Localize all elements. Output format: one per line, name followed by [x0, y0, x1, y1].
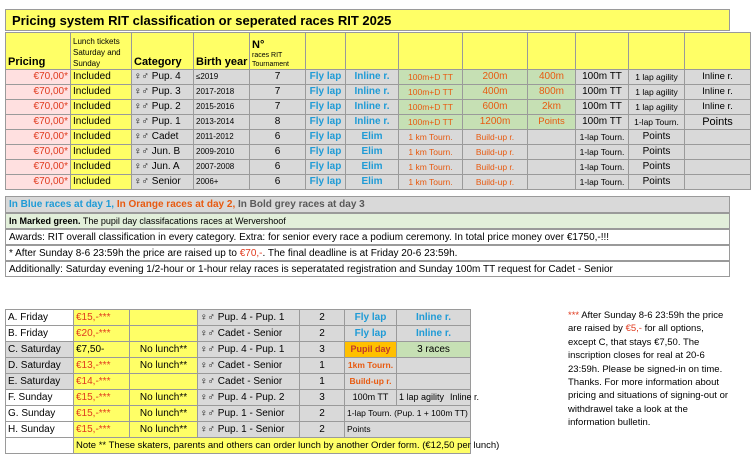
- category-cell: ♀♂ Senior: [132, 175, 194, 190]
- day3-race-cell: Points: [629, 145, 685, 160]
- pricing-header: Pricing: [6, 33, 71, 70]
- day2-race-cell: [528, 130, 576, 145]
- race-count-cell: 7: [250, 70, 306, 85]
- category-cell: ♀♂ Pup. 1: [132, 115, 194, 130]
- separate-race-row: [6, 310, 471, 326]
- green-note-bold: In Marked green.: [9, 216, 81, 226]
- deadline-note: [5, 245, 730, 261]
- side-note-text-2: for all options, except C, that stays €7,50. The inscription closes for real at 20-6 23:59h. Please be signed-in on time. Thanks. For more information about pricing and situations of signing-out or withdrawel take a look at the information bulletin.: [568, 323, 729, 429]
- option-category-cell: ♀♂ Pup. 4 - Pup. 2: [198, 390, 300, 406]
- race-count-cell: 6: [250, 160, 306, 175]
- day1-race-cell: Elim: [346, 160, 399, 175]
- birth-year-cell: 2009-2010: [194, 145, 250, 160]
- birth-year-cell: 2015-2016: [194, 100, 250, 115]
- day1-race-cell: Elim: [346, 175, 399, 190]
- day3-race-cell: [685, 160, 751, 175]
- option-lunch-cell: [130, 326, 198, 342]
- option-race-cell: 1-lap Tourn. (Pup. 1 + 100m TT): [345, 406, 471, 422]
- race-count-cell: 6: [250, 145, 306, 160]
- race-count-cell: 7: [250, 100, 306, 115]
- option-lunch-cell: No lunch**: [130, 390, 198, 406]
- option-race-cell: Inline r.: [397, 310, 471, 326]
- day3-race-cell: Inline r.: [685, 70, 751, 85]
- birth-year-cell: 2006+: [194, 175, 250, 190]
- pricing-row: [6, 70, 751, 85]
- lunch-header: Lunch tickets Saturday and Sunday: [71, 33, 132, 70]
- pricing-table: [5, 32, 751, 190]
- option-race-cell: Pupil day: [345, 342, 397, 358]
- birth-year-cell: ≤2019: [194, 70, 250, 85]
- day3-race-cell: Points: [629, 160, 685, 175]
- separate-races-table: [5, 309, 500, 454]
- pricing-row: [6, 100, 751, 115]
- day2-race-cell: 1 km Tourn.: [399, 145, 463, 160]
- day3-race-cell: 1 lap agility: [629, 85, 685, 100]
- day2-race-cell: [528, 160, 576, 175]
- option-price-cell: €15,-***: [74, 390, 130, 406]
- separate-race-row: [6, 390, 471, 406]
- race-count-cell: 7: [250, 85, 306, 100]
- day3-race-cell: [685, 130, 751, 145]
- day1-race-cell: Inline r.: [346, 85, 399, 100]
- legend-grey: In Bold grey races at day 3: [238, 199, 365, 210]
- day3-race-cell: 1-lap Tourn.: [629, 115, 685, 130]
- day1-race-cell: Inline r.: [346, 100, 399, 115]
- deadline-text-end: . The final deadline is at Friday 20-6 23:59h.: [262, 248, 458, 259]
- pricing-row: [6, 160, 751, 175]
- category-cell: ♀♂ Pup. 3: [132, 85, 194, 100]
- day3-race-cell: 1-lap Tourn.: [576, 175, 629, 190]
- day1-race-cell: Fly lap: [306, 100, 346, 115]
- day2-race-cell: [528, 145, 576, 160]
- lunch-cell: Included: [71, 100, 132, 115]
- day1-race-cell: Fly lap: [306, 130, 346, 145]
- day2-race-cell: Build-up r.: [463, 160, 528, 175]
- pricing-row: [6, 175, 751, 190]
- pricing-row: [6, 115, 751, 130]
- lunch-note: Note ** These skaters, parents and others can order lunch by another Order form. (€12,50 per lunch): [74, 438, 471, 454]
- option-cell: H. Sunday: [6, 422, 74, 438]
- category-cell: ♀♂ Jun. A: [132, 160, 194, 175]
- day3-race-cell: 1-lap Tourn.: [576, 160, 629, 175]
- option-cell: E. Saturday: [6, 374, 74, 390]
- side-note-text: After Sunday 8-6 23:59h the price are raised by: [568, 310, 724, 335]
- day2-race-cell: 400m: [528, 70, 576, 85]
- day1-race-cell: Inline r.: [346, 115, 399, 130]
- additional-note: Additionally: Saturday evening 1/2-hour or 1-hour relay races is seperatated registration and Sunday 100m TT request for Cadet - Senior: [5, 261, 730, 277]
- page-title: Pricing system RIT classification or seperated races RIT 2025: [5, 9, 730, 31]
- option-race-cell: Points: [345, 422, 471, 438]
- option-race-cell: 1km Tourn.: [345, 358, 397, 374]
- option-price-cell: €13,-***: [74, 358, 130, 374]
- day2-race-cell: 1 km Tourn.: [399, 130, 463, 145]
- price-cell: €70,00*: [6, 85, 71, 100]
- birth-year-cell: 2017-2018: [194, 85, 250, 100]
- option-lunch-cell: [130, 310, 198, 326]
- separate-race-row: [6, 422, 471, 438]
- option-race-cell: Build-up r.: [345, 374, 397, 390]
- day3-race-cell: 1 lap agility: [629, 70, 685, 85]
- green-note: [5, 213, 730, 229]
- price-cell: €70,00*: [6, 160, 71, 175]
- header-blank: [399, 33, 463, 70]
- option-price-cell: €15,-***: [74, 406, 130, 422]
- day2-race-cell: 100m+D TT: [399, 85, 463, 100]
- category-cell: ♀♂ Cadet: [132, 130, 194, 145]
- option-race-cell: Fly lap: [345, 310, 397, 326]
- race-inline: Inline r.: [450, 392, 480, 402]
- option-category-cell: ♀♂ Cadet - Senior: [198, 358, 300, 374]
- option-price-cell: €15,-***: [74, 310, 130, 326]
- option-count-cell: 2: [300, 422, 345, 438]
- pricing-row: [6, 85, 751, 100]
- price-cell: €70,00*: [6, 100, 71, 115]
- option-category-cell: ♀♂ Pup. 1 - Senior: [198, 406, 300, 422]
- day3-race-cell: 100m TT: [576, 70, 629, 85]
- day2-race-cell: 1 km Tourn.: [399, 175, 463, 190]
- lunch-cell: Included: [71, 130, 132, 145]
- header-blank: [528, 33, 576, 70]
- day2-race-cell: 600m: [463, 100, 528, 115]
- header-row: [6, 33, 751, 70]
- side-note: [568, 309, 734, 430]
- category-cell: ♀♂ Pup. 4: [132, 70, 194, 85]
- option-price-cell: €14,-***: [74, 374, 130, 390]
- header-blank: [576, 33, 629, 70]
- option-category-cell: ♀♂ Pup. 1 - Senior: [198, 422, 300, 438]
- note-blank: [6, 438, 74, 454]
- day2-race-cell: 1 km Tourn.: [399, 160, 463, 175]
- day1-race-cell: Fly lap: [306, 85, 346, 100]
- day3-race-cell: Inline r.: [685, 100, 751, 115]
- header-blank: [463, 33, 528, 70]
- option-count-cell: 3: [300, 342, 345, 358]
- option-count-cell: 1: [300, 374, 345, 390]
- day2-race-cell: 1200m: [463, 115, 528, 130]
- price-cell: €70,00*: [6, 115, 71, 130]
- day3-race-cell: 1 lap agility: [629, 100, 685, 115]
- day1-race-cell: Fly lap: [306, 145, 346, 160]
- day2-race-cell: Build-up r.: [463, 175, 528, 190]
- option-cell: C. Saturday: [6, 342, 74, 358]
- option-cell: F. Sunday: [6, 390, 74, 406]
- option-race-cell: Inline r.: [397, 326, 471, 342]
- lunch-cell: Included: [71, 85, 132, 100]
- green-note-text: The pupil day classifacations races at Wervershoof: [82, 216, 286, 226]
- header-blank: [629, 33, 685, 70]
- lunch-cell: Included: [71, 160, 132, 175]
- pricing-rows: [6, 70, 751, 190]
- day3-race-cell: Inline r.: [685, 85, 751, 100]
- day3-race-cell: 100m TT: [576, 85, 629, 100]
- races-count-header: N° races RIT Tournament: [250, 33, 306, 70]
- category-cell: ♀♂ Jun. B: [132, 145, 194, 160]
- day-legend: [5, 196, 730, 213]
- day3-race-cell: Points: [629, 175, 685, 190]
- separate-race-row: [6, 358, 471, 374]
- option-price-cell: €15,-***: [74, 422, 130, 438]
- lunch-note-row: [6, 438, 471, 454]
- option-price-cell: €7,50-: [74, 342, 130, 358]
- option-lunch-cell: No lunch**: [130, 406, 198, 422]
- deadline-price: €70,-: [239, 248, 263, 259]
- option-race-cell: [397, 358, 471, 374]
- option-category-cell: ♀♂ Pup. 4 - Pup. 1: [198, 310, 300, 326]
- day3-race-cell: 1-lap Tourn.: [576, 145, 629, 160]
- price-cell: €70,00*: [6, 70, 71, 85]
- option-race-cell: [397, 374, 471, 390]
- option-race-cell: 100m TT: [345, 390, 397, 406]
- day3-race-cell: 100m TT: [576, 115, 629, 130]
- option-price-cell: €20,-***: [74, 326, 130, 342]
- option-race-cell: Fly lap: [345, 326, 397, 342]
- separate-race-row: [6, 406, 471, 422]
- separate-race-row: [6, 374, 471, 390]
- lunch-cell: Included: [71, 175, 132, 190]
- day3-race-cell: [685, 145, 751, 160]
- birth-year-header: Birth year: [194, 33, 250, 70]
- day2-race-cell: Build-up r.: [463, 130, 528, 145]
- day3-race-cell: [685, 175, 751, 190]
- day2-race-cell: 100m+D TT: [399, 100, 463, 115]
- legend-blue: In Blue races at day 1,: [9, 199, 115, 210]
- option-cell: A. Friday: [6, 310, 74, 326]
- option-cell: D. Saturday: [6, 358, 74, 374]
- option-count-cell: 2: [300, 326, 345, 342]
- day3-race-cell: 1-lap Tourn.: [576, 130, 629, 145]
- legend-orange: In Orange races at day 2,: [116, 199, 236, 210]
- lunch-cell: Included: [71, 115, 132, 130]
- day1-race-cell: Fly lap: [306, 115, 346, 130]
- price-cell: €70,00*: [6, 130, 71, 145]
- race-count-cell: 8: [250, 115, 306, 130]
- pricing-row: [6, 130, 751, 145]
- day1-race-cell: Fly lap: [306, 175, 346, 190]
- header-blank: [346, 33, 399, 70]
- day1-race-cell: Fly lap: [306, 70, 346, 85]
- option-count-cell: 3: [300, 390, 345, 406]
- race-count-cell: 6: [250, 175, 306, 190]
- option-cell: B. Friday: [6, 326, 74, 342]
- separate-races-rows: [6, 310, 480, 438]
- lunch-cell: Included: [71, 70, 132, 85]
- option-lunch-cell: No lunch**: [130, 422, 198, 438]
- side-note-price: €5,-: [625, 323, 642, 335]
- separate-race-row: [6, 342, 471, 358]
- option-race-cell: [397, 390, 480, 406]
- day2-race-cell: Points: [528, 115, 576, 130]
- header-blank: [685, 33, 751, 70]
- side-note-stars: ***: [568, 310, 580, 321]
- birth-year-cell: 2013-2014: [194, 115, 250, 130]
- category-header: Category: [132, 33, 194, 70]
- birth-year-cell: 2011-2012: [194, 130, 250, 145]
- day3-race-cell: Points: [629, 130, 685, 145]
- header-blank: [306, 33, 346, 70]
- option-cell: G. Sunday: [6, 406, 74, 422]
- day3-race-cell: Points: [685, 115, 751, 130]
- day3-race-cell: 100m TT: [576, 100, 629, 115]
- day2-race-cell: Build-up r.: [463, 145, 528, 160]
- day2-race-cell: 800m: [528, 85, 576, 100]
- option-category-cell: ♀♂ Cadet - Senior: [198, 326, 300, 342]
- day1-race-cell: Elim: [346, 145, 399, 160]
- day2-race-cell: 100m+D TT: [399, 70, 463, 85]
- awards-note: Awards: RIT overall classification in every category. Extra: for senior every race a podium ceremony. In total price money over €1750,-!!!: [5, 229, 730, 245]
- separate-race-row: [6, 326, 471, 342]
- birth-year-cell: 2007-2008: [194, 160, 250, 175]
- race-agility: 1 lap agility: [399, 392, 445, 402]
- price-cell: €70,00*: [6, 145, 71, 160]
- option-lunch-cell: [130, 374, 198, 390]
- option-lunch-cell: No lunch**: [130, 342, 198, 358]
- lunch-cell: Included: [71, 145, 132, 160]
- day1-race-cell: Fly lap: [306, 160, 346, 175]
- option-count-cell: 2: [300, 406, 345, 422]
- option-category-cell: ♀♂ Cadet - Senior: [198, 374, 300, 390]
- option-count-cell: 2: [300, 310, 345, 326]
- day1-race-cell: Inline r.: [346, 70, 399, 85]
- option-lunch-cell: No lunch**: [130, 358, 198, 374]
- option-category-cell: ♀♂ Pup. 4 - Pup. 1: [198, 342, 300, 358]
- category-cell: ♀♂ Pup. 2: [132, 100, 194, 115]
- day2-race-cell: 400m: [463, 85, 528, 100]
- deadline-text: * After Sunday 8-6 23:59h the price are raised up to: [9, 248, 240, 259]
- day2-race-cell: 100m+D TT: [399, 115, 463, 130]
- day2-race-cell: [528, 175, 576, 190]
- option-race-cell: 3 races: [397, 342, 471, 358]
- day2-race-cell: 2km: [528, 100, 576, 115]
- day1-race-cell: Elim: [346, 130, 399, 145]
- race-count-cell: 6: [250, 130, 306, 145]
- option-count-cell: 1: [300, 358, 345, 374]
- pricing-row: [6, 145, 751, 160]
- price-cell: €70,00*: [6, 175, 71, 190]
- day2-race-cell: 200m: [463, 70, 528, 85]
